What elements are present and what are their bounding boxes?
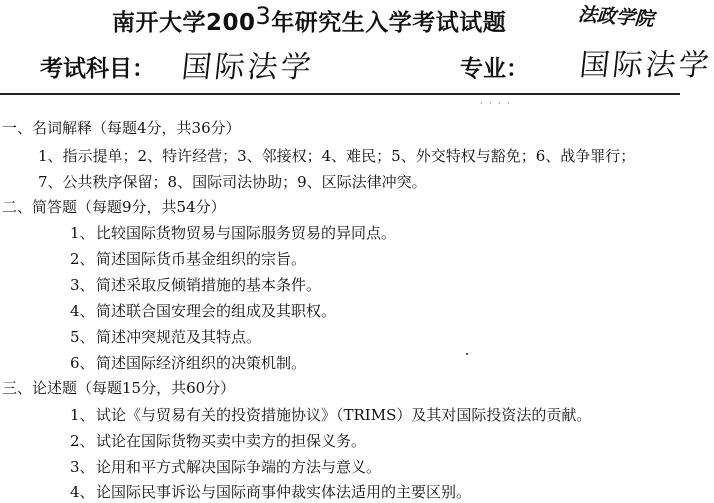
item-text: 简述联合国安理会的组成及其职权。 — [96, 302, 337, 320]
item-number: 3、 — [70, 276, 95, 294]
terms-line-2: 7、公共秩序保留；8、国际司法协助；9、区际法律冲突。 — [38, 173, 427, 191]
subject-value: 国际法学 — [179, 50, 316, 85]
short-answer-item — [70, 326, 261, 347]
item-text: 简述国际货币基金组织的宗旨。 — [96, 250, 307, 268]
major-label: 专业： — [460, 56, 529, 82]
subject-label: 考试科目： — [40, 56, 155, 82]
short-answer-item — [70, 274, 321, 295]
item-number: 1、 — [70, 224, 95, 242]
scan-dot — [466, 353, 468, 355]
item-number: 3、 — [70, 458, 95, 476]
short-answer-item — [70, 300, 336, 321]
title-handwritten-digit: 3 — [255, 2, 272, 30]
item-number: 6、 — [70, 354, 95, 372]
section-heading-short-answer: 二、简答题（每题9分，共54分） — [2, 198, 226, 216]
terms-line-1: 1、指示提单；2、特许经营；3、邻接权；4、难民；5、外交特权与豁免；6、战争罪行； — [38, 147, 636, 165]
item-number: 1、 — [70, 406, 95, 424]
item-number: 4、 — [70, 302, 95, 320]
essay-item — [70, 456, 381, 477]
item-text: 比较国际货物贸易与国际服务贸易的异同点。 — [96, 224, 397, 242]
item-number: 2、 — [70, 432, 95, 450]
subject-row — [40, 46, 714, 86]
item-text: 简述冲突规范及其特点。 — [96, 328, 262, 346]
item-number: 4、 — [70, 483, 95, 501]
short-answer-item — [70, 222, 396, 243]
essay-item — [70, 481, 471, 502]
item-text: 简述国际经济组织的决策机制。 — [96, 354, 307, 372]
short-answer-item — [70, 248, 306, 269]
section-heading-terms: 一、名词解释（每题4分，共36分） — [2, 119, 241, 137]
item-text: 论国际民事诉讼与国际商事仲裁实体法适用的主要区别。 — [96, 483, 472, 501]
essay-item — [70, 430, 366, 451]
item-text: 试论《与贸易有关的投资措施协议》（TRIMS）及其对国际投资法的贡献。 — [96, 406, 592, 424]
title-text-part-2: 年研究生入学考试试题 — [271, 10, 507, 36]
major-value: 国际法学 — [577, 48, 714, 83]
scan-specks: · · · · — [480, 99, 512, 108]
item-number: 5、 — [70, 328, 95, 346]
exam-title — [112, 4, 506, 37]
item-text: 简述采取反倾销措施的基本条件。 — [96, 276, 322, 294]
item-text: 试论在国际货物买卖中卖方的担保义务。 — [96, 432, 367, 450]
item-number: 2、 — [70, 250, 95, 268]
section-heading-essay: 三、论述题（每题15分，共60分） — [2, 379, 236, 397]
item-text: 论用和平方式解决国际争端的方法与意义。 — [96, 458, 382, 476]
short-answer-item — [70, 352, 306, 373]
department-stamp: 法政学院 — [577, 3, 655, 31]
essay-item — [70, 404, 591, 425]
header-divider — [0, 93, 680, 95]
title-text-part-1: 南开大学200 — [112, 10, 256, 36]
